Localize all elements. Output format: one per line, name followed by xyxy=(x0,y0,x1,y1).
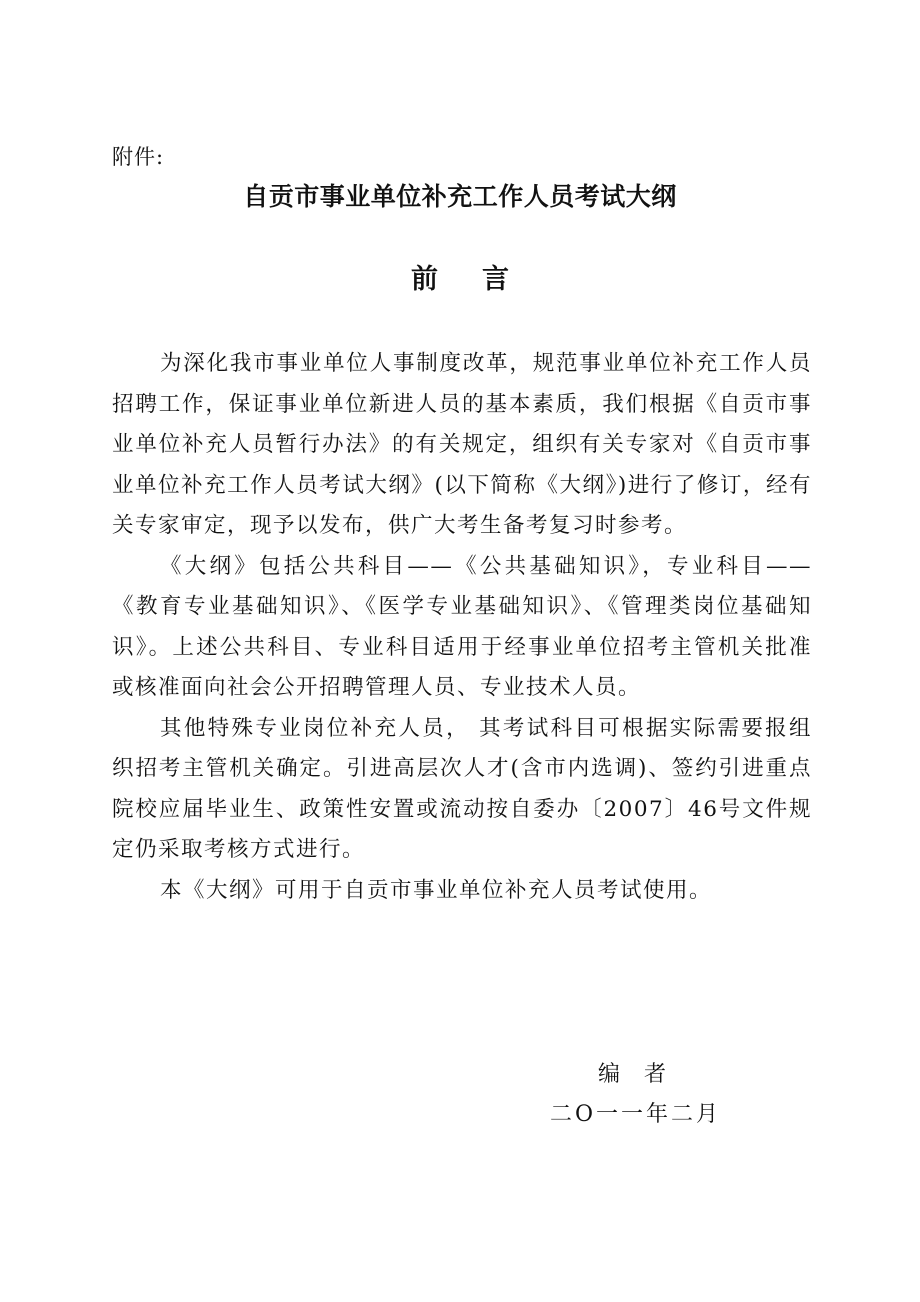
section-heading-char-2: 言 xyxy=(482,264,509,295)
signature-editor xyxy=(598,1058,666,1092)
paragraph-special-positions: 其他特殊专业岗位补充人员， 其考试科目可根据实际需要报组织招考主管机关确定。引进高层次人才(含市内选调)、签约引进重点院校应届毕业生、政策性安置或流动按自委办〔2007〕46号文件规定仍采取考核方式进行。 xyxy=(112,715,812,862)
paragraph-subjects: 《大纲》包括公共科目——《公共基础知识》，专业科目——《教育专业基础知识》、《医学专业基础知识》、《管理类岗位基础知识》。上述公共科目、专业科目适用于经事业单位招考主管机关批准或核准面向社会公开招聘管理人员、专业技术人员。 xyxy=(112,553,812,700)
section-heading-preface xyxy=(0,260,920,300)
signature-char-2: 者 xyxy=(644,1062,667,1087)
document-title: 自贡市事业单位补充工作人员考试大纲 xyxy=(243,182,677,211)
paragraph-purpose: 为深化我市事业单位人事制度改革，规范事业单位补充工作人员招聘工作，保证事业单位新进人员的基本素质，我们根据《自贡市事业单位补充人员暂行办法》的有关规定，组织有关专家对《自贡市事业单位补充工作人员考试大纲》(以下简称《大纲》)进行了修订，经有关专家审定，现予以发布，供广大考生备考复习时参考。 xyxy=(112,351,812,538)
attachment-label: 附件: xyxy=(112,145,165,169)
signature-char-1: 编 xyxy=(598,1062,621,1087)
document-date: 二O一一年二月 xyxy=(550,1102,722,1127)
paragraph-usage: 本《大纲》可用于自贡市事业单位补充人员考试使用。 xyxy=(160,877,713,903)
preface-body xyxy=(112,344,812,911)
section-heading-char-1: 前 xyxy=(411,264,438,295)
